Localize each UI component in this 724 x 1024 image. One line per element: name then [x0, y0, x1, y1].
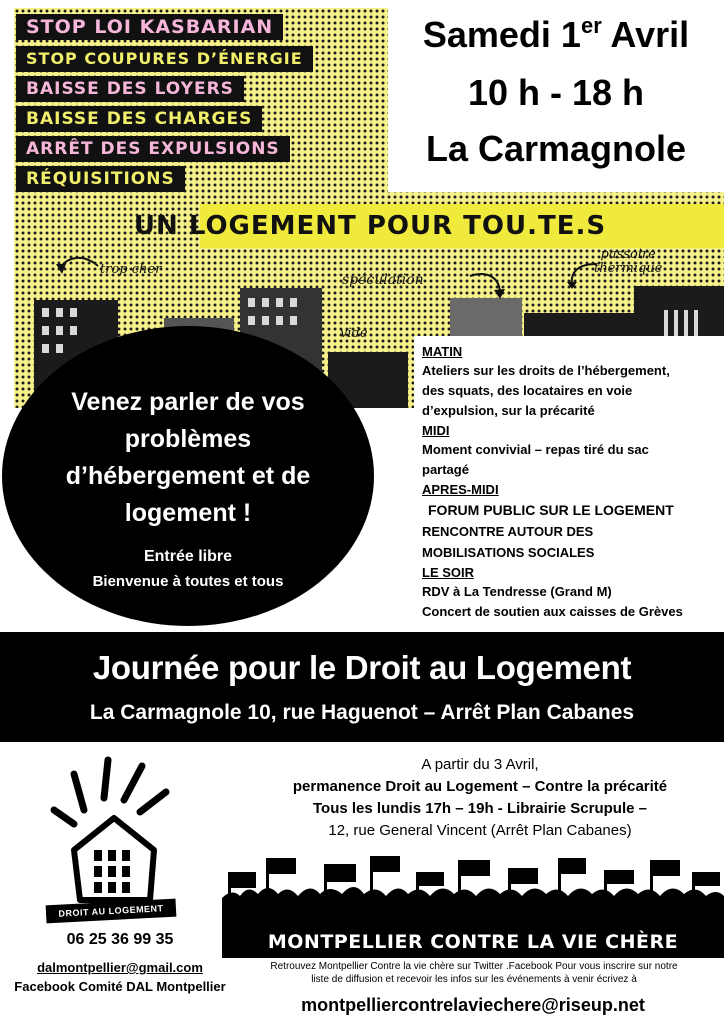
programme-heading-soir: LE SOIR — [422, 565, 475, 580]
event-day-suffix: er — [580, 13, 602, 38]
permanence-line: Tous les lundis 17h – 19h - Librairie Scrupule – — [313, 800, 647, 817]
mcvc-info-line: Retrouvez Montpellier Contre la vie chère sur Twitter .Facebook Pour vous inscrire sur notre — [270, 961, 678, 972]
arrow-icon — [566, 260, 600, 290]
programme-text: Concert de soutien aux caisses de Grèves — [422, 604, 683, 619]
permanence-line: A partir du 3 Avril, — [421, 756, 539, 773]
callout-title — [28, 384, 348, 532]
dal-facebook: Facebook Comité DAL Montpellier — [14, 979, 226, 994]
banner-address: La Carmagnole 10, rue Haguenot – Arrêt Plan Cabanes — [89, 701, 635, 724]
arrow-icon — [468, 270, 508, 300]
programme-text: partagé — [422, 462, 469, 477]
programme-list — [414, 336, 724, 632]
programme-heading-midi: MIDI — [422, 423, 450, 438]
programme-text: d’expulsion, sur la précarité — [422, 403, 595, 418]
event-time: 10 h - 18 h — [467, 72, 645, 113]
callout-welcome: Bienvenue à toutes et tous — [92, 573, 284, 590]
slogan-stop-coupures: STOP COUPURES D’ÉNERGIE — [16, 46, 313, 72]
programme-text: RDV à La Tendresse (Grand M) — [422, 584, 612, 599]
crowd-with-flags-icon — [222, 854, 724, 926]
arrow-icon — [54, 252, 100, 282]
dal-house-logo-icon — [44, 752, 184, 922]
label-speculation: spéculation — [342, 272, 424, 288]
slogan-baisse-loyers: BAISSE DES LOYERS — [16, 76, 244, 102]
programme-text: RENCONTRE AUTOUR DES — [422, 524, 594, 539]
label-trop-cher: trop cher — [100, 262, 162, 277]
permanence-line: permanence Droit au Logement – Contre la précarité — [292, 778, 668, 795]
event-venue: La Carmagnole — [425, 128, 687, 169]
slogan-requisitions: RÉQUISITIONS — [16, 166, 185, 192]
mcvc-title: MONTPELLIER CONTRE LA VIE CHÈRE — [222, 926, 724, 958]
label-passoire: passoire — [600, 247, 656, 262]
event-day: Samedi 1 — [422, 14, 581, 55]
slogan-baisse-charges: BAISSE DES CHARGES — [16, 106, 262, 132]
dal-phone: 06 25 36 99 35 — [66, 931, 174, 948]
callout-line: logement ! — [124, 499, 252, 527]
programme-text: Ateliers sur les droits de l’hébergement, — [422, 363, 670, 378]
programme-text: Moment convivial – repas tiré du sac — [422, 442, 649, 457]
slogan-stop-loi: STOP LOI KASBARIAN — [16, 14, 283, 40]
programme-heading-matin: MATIN — [422, 344, 463, 359]
callout-ellipse — [2, 326, 374, 626]
mcvc-info-line: liste de diffusion et recevoir les infos sur les événements à venir écrivez à — [311, 974, 637, 985]
label-vide: vide — [340, 326, 368, 341]
main-banner — [0, 632, 724, 742]
dal-contacts — [0, 928, 240, 996]
programme-text: MOBILISATIONS SOCIALES — [422, 545, 595, 560]
dal-logo-caption: DROIT AU LOGEMENT — [46, 899, 177, 924]
event-date — [388, 14, 724, 56]
label-passoire-thermique — [594, 248, 662, 276]
event-month: Avril — [601, 14, 690, 55]
programme-text: des squats, des locataires en voie — [422, 383, 633, 398]
callout-line: d’hébergement et de — [65, 462, 311, 490]
main-slogan: UN LOGEMENT POUR TOU.TE.S — [133, 211, 607, 241]
callout-line: Venez parler de vos — [71, 388, 305, 416]
programme-forum: FORUM PUBLIC SUR LE LOGEMENT — [428, 502, 674, 518]
dal-email-link[interactable]: dalmontpellier@gmail.com — [37, 960, 203, 975]
callout-line: problèmes — [124, 425, 252, 453]
programme-heading-apres-midi: APRES-MIDI — [422, 482, 499, 497]
mcvc-info — [228, 960, 720, 986]
event-date-block — [388, 6, 724, 192]
permanence-info — [240, 754, 720, 842]
slogan-arret-expulsions: ARRÊT DES EXPULSIONS — [16, 136, 290, 162]
banner-title: Journée pour le Droit au Logement — [92, 649, 632, 686]
label-thermique: thermique — [594, 261, 663, 276]
permanence-line: 12, rue General Vincent (Arrêt Plan Cabanes) — [328, 822, 632, 839]
mcvc-email-link[interactable]: montpelliercontrelaviechere@riseup.net — [301, 995, 645, 1015]
callout-entry: Entrée libre — [143, 548, 233, 565]
